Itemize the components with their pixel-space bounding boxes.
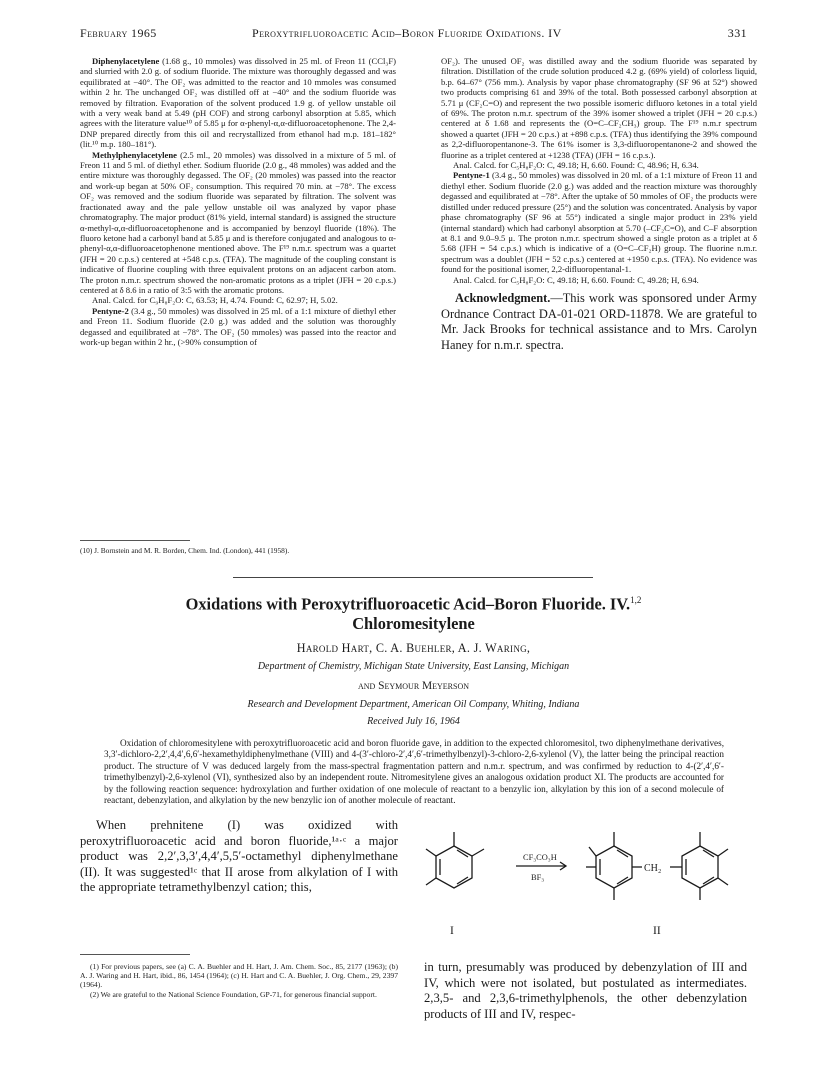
acknowledgment: Acknowledgment.—This work was sponsored under Army Ordnance Contract DA-01-021 ORD-11878. We are grateful to Mr. Jack Brooks for technical assistance and to Mrs. Carolyn Haney for n.m.r. spectra. [441, 290, 757, 352]
footnote-divider [80, 540, 190, 541]
paragraph: Pentyne-1 (3.4 g., 50 mmoles) was dissolved in 20 ml. of a 1:1 mixture of Freon 11 and diethyl ether. Sodium fluoride (2.0 g.) was added and the reaction mixture was thoroughly degassed and equilibrated at −78°. After the uptake of 50 mmoles of OF₂ the products were distilled under reduced pressure (25°) and the solution was concentrated. Analysis by vapor phase chromatography (SF 96 at 55°) indicated a single major product in 23% yield (internal standard) which had carbonyl absorption at 5.70 (–CF₂C=O), and C–F absorption at 8.1 and 9.0–9.5 μ. The proton n.m.r. spectrum showed a single proton as a triplet at δ 5.68 (JFH = 54 c.p.s.) which is indicative of a (O=C–CF₂H) group. The fluorine n.m.r. spectrum was a doublet (JFH = 52 c.p.s.) centered at +1950 c.p.s. (TFA). No evidence was found for the positional isomer, 2,2-difluoropentanal-1. [441, 170, 757, 275]
footnote-divider [80, 954, 190, 955]
header-title: Peroxytrifluoroacetic Acid–Boron Fluoride Oxidations. IV [252, 26, 562, 40]
paragraph: Diphenylacetylene (1.68 g., 10 mmoles) was dissolved in 25 ml. of Freon 11 (CCl₃F) and slurried with 2.0 g. of sodium fluoride. The mixture was thoroughly degassed and was equilibrated at −40°. The OF₂ was admitted to the reactor and 10 mmoles was consumed within 2 hr. The unchanged OF₂ was distilled off at −40° and the sodium fluoride was removed by filtration. Evaporation of the solvent produced 1.9 g. of yellow unstable oil with a very weak band at 5.49 (pH COF) and strong carbonyl absorption at 5.85, which agrees with the literature value¹⁰ of 5.85 μ for α-phenyl-α,α-difluoroacetophenone. The 2,4-DNP prepared directly from this oil and recrystallized from ethanol had m.p. 181–182° (lit.¹⁰ m.p. 180–181°). [80, 56, 396, 150]
compound-ii-ring-1 [586, 832, 642, 900]
intro-paragraph: When prehnitene (I) was oxidized with peroxytrifluoroacetic acid and boron fluoride,¹ᵃ·ᶜ a major product was 2,2′,3,3′,4,4′,5,5′-octamethyl diphenylmethane (II). It was suggested¹ᶜ that II arose from alkylation of I with the appropriate tetramethylbenzyl cation; this, [80, 818, 398, 895]
analysis-line: Anal. Calcd. for C₅H₈F₂O: C, 49.18; H, 6.60. Found: C, 49.28; H, 6.94. [453, 274, 699, 285]
footnote-10: (10) J. Bornstein and M. R. Borden, Chem. Ind. (London), 441 (1958). [80, 546, 290, 555]
section-divider [233, 577, 593, 578]
running-header [80, 26, 747, 42]
additional-author: and Seymour Meyerson [357, 680, 470, 692]
footnotes [80, 962, 398, 999]
page-number: 331 [727, 26, 747, 40]
analysis-line: Anal. Calcd. for C₉H₈F₂O: C, 63.53; H, 4.74. Found: C, 62.97; H, 5.02. [92, 295, 338, 306]
paragraph: Pentyne-2 (3.4 g., 50 mmoles) was dissolved in 25 ml. of a 1:1 mixture of diethyl ether and Freon 11. Sodium fluoride (2.0 g.) was added and the solution was thoroughly degassed and equilibrated at −78°. The OF₂ (50 mmoles) was passed into the reactor and work-up began within 2 hr., (>90% consumption of [80, 305, 396, 347]
analysis-line: Anal. Calcd. for C₅H₈F₂O: C, 49.18; H, 6.60. Found: C, 48.96; H, 6.34. [453, 160, 699, 171]
abstract: Oxidation of chloromesitylene with peroxytrifluoroacetic acid and boron fluoride gave, in addition to the expected chloromesitol, two diphenylmethane derivatives, 3,3′-dichloro-2,2′,4,4′,6,6′-hexamethyldiphenylmethane (VIII) and 4-(3′-chloro-2′,4′,6′-trimethylbenzyl)-3-chloro-2,6-xylenol (V), the latter being the principal reaction product. The structure of V was deduced largely from the mass-spectral fragmentation pattern and n.m.r. spectrum, and was confirmed by reduction to 4-(2′,4′,6′-trimethylbenzyl)-2,6-xylenol (VI), synthesized also by an independent route. Nitromesitylene gives an analogous oxidation product XI. The products are accounted for by the following reaction sequence: hydroxylation and further oxidation of one molecule of reactant to a benzylic ion, alkylation by this ion of a second molecule of reactant, debenzylation, and alkylation by the new benzylic ion of another molecule of reactant. [104, 738, 724, 806]
received-date: Received July 16, 1964 [367, 716, 460, 727]
compound-label-ii: II [653, 924, 661, 937]
paragraph: OF₂). The unused OF₂ was distilled away and the sodium fluoride was separated by filtration. Distillation of the crude solution produced 4.2 g. (69% yield) of colorless liquid, b.p. 64–67° (756 mm.). Analysis by vapor phase chromatography (SF 96 at 52°) showed two products comprising 61 and 39% of the total. Both possessed carbonyl absorption at 5.71 μ (CF₂C=O) and represent the two possible isomeric difluoro ketones in a total yield of 69%. The proton n.m.r. spectrum of the 39% isomer showed a triplet (JFH = 20 c.p.s.) centered at δ 1.68 and represents the (O=C–CF₂CH₃) group. The F¹⁹ n.m.r spectrum showed a quartet (JFH = 20 c.p.s.) at +898 c.p.s. (TFA) thus identifying the 39% compound as 2,2-difluoropentanone-3. The 61% isomer is 3,3-difluoropentanone-2 and showed the fluorine as a triplet centered at +1238 (TFA) (JFH = 16 c.p.s.). [441, 56, 757, 160]
compound-i-structure [426, 832, 484, 888]
affiliation: Research and Development Department, American Oil Company, Whiting, Indiana [247, 699, 580, 710]
compound-label-i: I [450, 924, 454, 937]
header-date: February 1965 [80, 26, 157, 40]
reaction-scheme [424, 822, 747, 958]
reagent-label: CF₃CO₃H [523, 853, 557, 862]
paragraph: Methylphenylacetylene (2.5 ml., 20 mmoles) was dissolved in a mixture of 5 ml. of Freon 11 and 5 ml. of diethyl ether. Sodium fluoride (2.0 g., 48 mmoles) was added and the entire mixture was thoroughly degassed. The OF₂ (20 mmoles) was passed into the reactor and work-up began at 50% OF₂ consumption. This required 70 min. at −78°. The excess OF₂ was removed and the sodium fluoride was separated by filtration. The solvent was fractionated away and the pale yellow unstable oil was analyzed by vapor phase chromatography. The major product (81% yield, internal standard) is assigned the structure α-methyl-α,α-difluoroacetophenone and is accompanied by benzoyl fluoride (18%). The fluoro ketone had a carbonyl band at 5.85 μ and is therefore conjugated and analogous to α-phenyl-α,α-difluoroacetophenone mentioned above. The F¹⁹ n.m.r. spectrum was a quartet (JFH = 20 c.p.s.) centered at +548 c.p.s. (TFA). The magnitude of the coupling constant is indicative of fluorine coupling with three equivalent protons on an adjacent carbon atom. The proton n.m.r. spectrum showed the non-aromatic protons as a triplet (JFH = 20 c.p.s.) centered at δ 8.6 in a ratio of 3:5 with the aromatic protons. [80, 149, 396, 295]
reagent-label: BF₃ [531, 873, 545, 882]
reaction-diagram [424, 822, 747, 958]
compound-ii-ring-2 [670, 832, 728, 900]
affiliation: Department of Chemistry, Michigan State University, East Lansing, Michigan [257, 661, 570, 672]
intro-continuation: in turn, presumably was produced by debenzylation of III and IV, which were not isolated, but postulated as intermediates. 2,3,5- and 2,3,6-trimethylphenols, the other debenzylation products of III and IV, respec- [424, 960, 747, 1021]
right-column [441, 56, 757, 353]
ch2-label: CH₂ [644, 863, 662, 874]
footnote-2: (2) We are grateful to the National Science Foundation, GP-71, for generous financial support. [90, 989, 377, 999]
footnote-1: (1) For previous papers, see (a) C. A. Buehler and H. Hart, J. Am. Chem. Soc., 85, 2177 (1963); (b) A. J. Waring and H. Hart, ibid., 86, 1454 (1964); (c) H. Hart and C. A. Buehler, J. Org. Chem., 29, 2397 (1964). [80, 962, 398, 990]
authors: Harold Hart, C. A. Buehler, A. J. Waring, [296, 641, 531, 655]
left-column [80, 56, 396, 347]
article-title: Oxidations with Peroxytrifluoroacetic Acid–Boron Fluoride. IV.$^{1,2}$ Chloromesitylene [185, 594, 642, 634]
